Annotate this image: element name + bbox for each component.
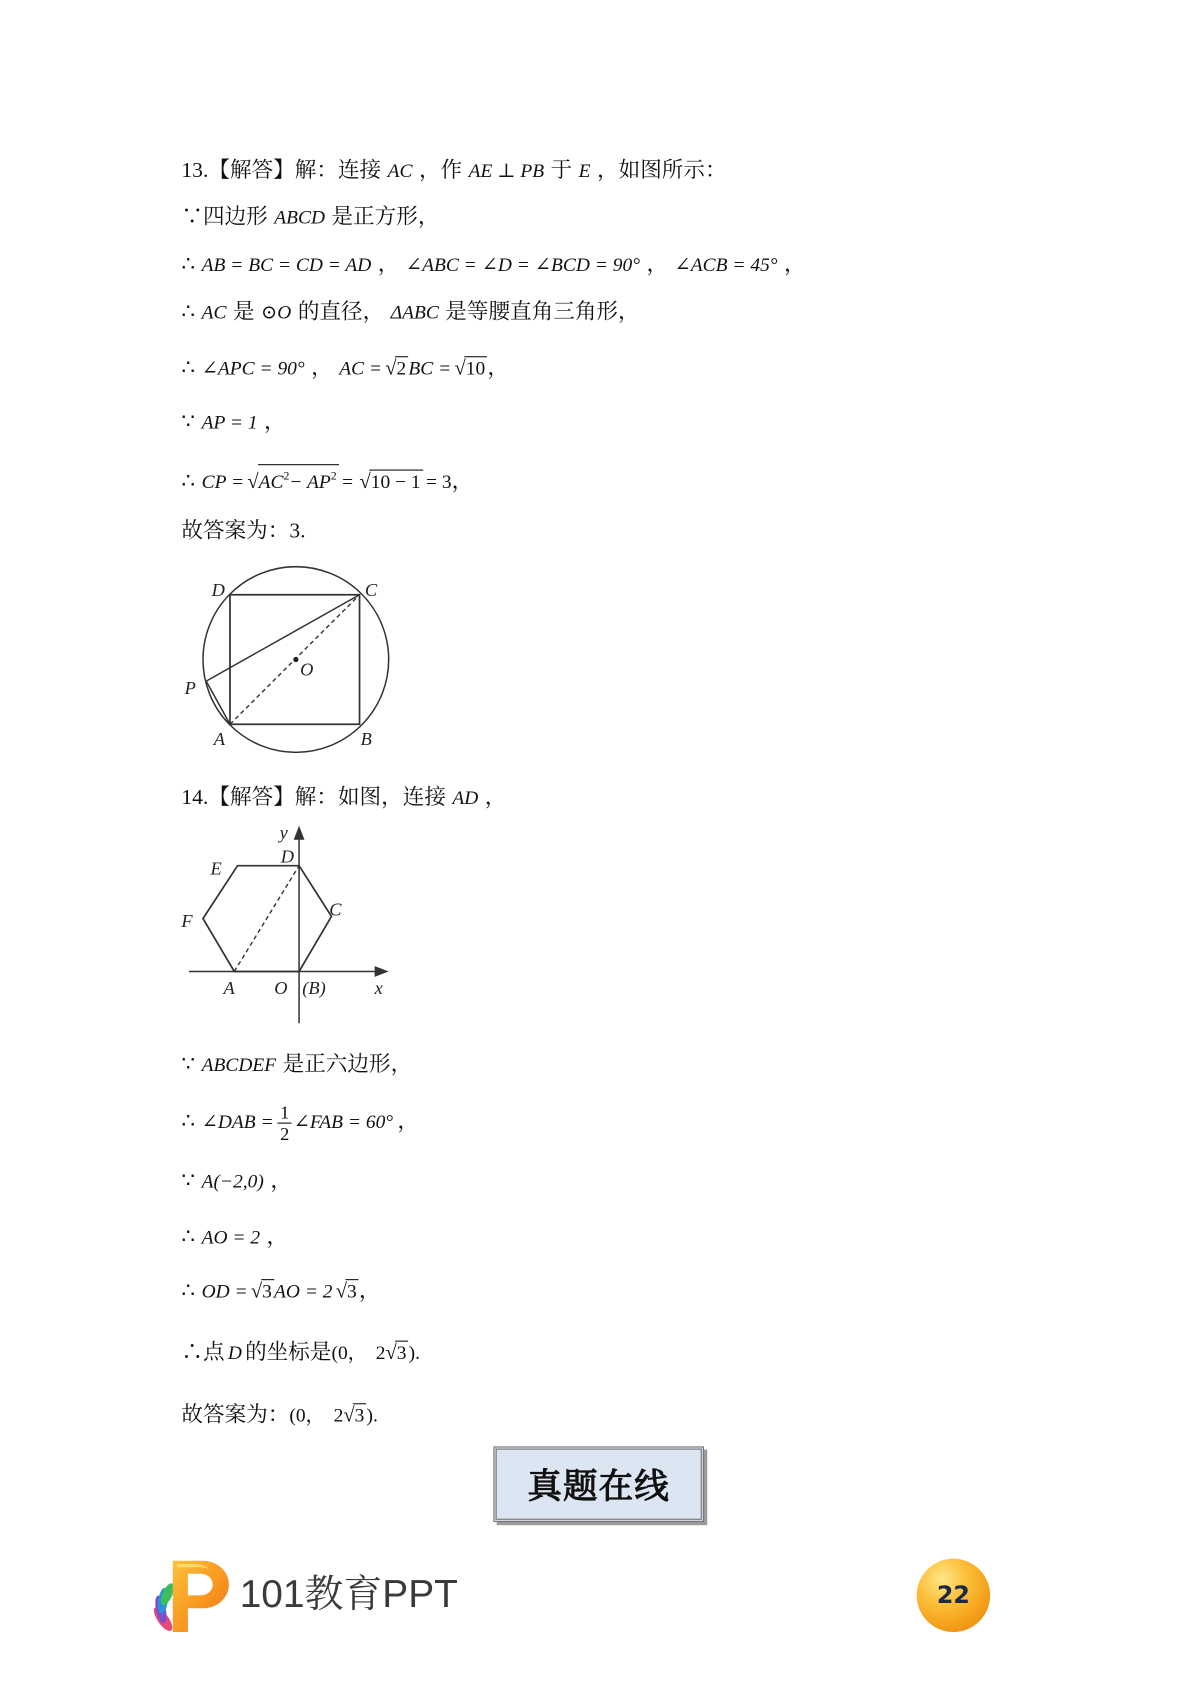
y-axis-arrow: [294, 826, 305, 840]
question-heading: 13.【解答】解：连接: [181, 158, 382, 183]
math-expr: ABCD: [274, 206, 325, 228]
text-segment: ∴: [181, 356, 196, 380]
q13-line-3: [181, 250, 805, 278]
text-segment: ∴点: [181, 1340, 225, 1365]
math-expr: AO = 2: [274, 1280, 333, 1302]
text-segment: ，: [266, 1225, 289, 1249]
math-expr: AD: [452, 786, 479, 809]
label-a: A: [223, 978, 235, 999]
math-expr: AO = 2: [201, 1226, 261, 1248]
math-expr: = 3: [426, 470, 452, 493]
math-expr: ∠ABC = ∠D = ∠BCD = 90°: [405, 253, 640, 276]
text-segment: ∴: [181, 1279, 196, 1303]
text-segment: ，如图所示：: [597, 158, 727, 183]
math-expr: ∠APC = 90°: [201, 357, 305, 379]
radicand: 10: [465, 356, 488, 379]
q13-figure-circle-square: [173, 556, 405, 761]
text-segment: ，作: [418, 158, 463, 183]
center-dot: [293, 657, 298, 662]
coordinate-close: ).: [366, 1404, 378, 1426]
radicand: 3: [396, 1341, 409, 1364]
radical: [343, 1401, 366, 1430]
math-expr: BC =: [408, 357, 452, 379]
text-segment: ，: [311, 356, 333, 380]
label-e: E: [210, 858, 222, 879]
text-segment: ∴: [181, 300, 196, 324]
superscript: 2: [283, 469, 290, 483]
radicand: 2: [395, 356, 408, 379]
text-segment: ∵: [181, 1052, 196, 1077]
math-expr: A(−2,0): [201, 1170, 264, 1192]
radical: [454, 354, 487, 383]
text-segment: 的坐标是: [245, 1340, 332, 1365]
label-y: y: [279, 822, 288, 843]
radical: [336, 1277, 359, 1306]
q14-line-2: [181, 1050, 412, 1078]
text-segment: ，: [451, 469, 474, 494]
brand-logo-icon: [149, 1554, 233, 1636]
text-segment: 的直径，: [297, 300, 385, 324]
math-expr: CP =: [201, 470, 245, 493]
radical-sign: √: [385, 1341, 397, 1365]
radical-sign: √: [343, 1404, 355, 1427]
text-segment: ∵: [181, 410, 196, 434]
radicand: [258, 464, 339, 492]
text-segment: ，: [397, 1109, 419, 1134]
text-segment: ，: [358, 1279, 381, 1303]
q14-line-5: [181, 1223, 288, 1251]
q14-line-1: [181, 784, 506, 812]
question-heading: 14.【解答】解：如图，连接: [181, 785, 446, 810]
q13-line-5: [181, 354, 509, 382]
text-segment: ∵四边形: [181, 205, 268, 229]
label-c: C: [364, 579, 378, 600]
coordinate-open: (0，: [289, 1404, 325, 1426]
text-segment: ，: [487, 356, 509, 380]
q14-line-3: [181, 1102, 419, 1145]
q13-line-4: [181, 298, 639, 326]
x-axis-arrow: [375, 966, 389, 977]
radicand: 10 − 1: [370, 470, 423, 493]
radical-sign: √: [359, 470, 371, 494]
radical: [247, 464, 339, 496]
segment-pa: [206, 681, 230, 724]
radical: [360, 467, 423, 496]
text-segment: ∴: [181, 1225, 196, 1249]
radical-sign: √: [335, 1280, 348, 1303]
math-expr: AC =: [339, 357, 383, 379]
brand-name: 101教育PPT: [239, 1571, 458, 1616]
math-expr: AC: [201, 301, 227, 323]
section-banner: [493, 1446, 704, 1522]
label-b: (B): [302, 978, 326, 999]
radicand: 3: [354, 1403, 367, 1426]
math-expr: AP = 1: [201, 411, 258, 433]
label-b: B: [360, 728, 372, 749]
text-segment: ，: [484, 785, 507, 810]
label-o: O: [274, 978, 288, 999]
page-number-badge: [917, 1559, 990, 1632]
text-segment: ，: [270, 1168, 292, 1193]
radical: [385, 354, 408, 383]
label-d: D: [211, 579, 225, 600]
superscript: 2: [330, 469, 337, 483]
radical-sign: √: [385, 357, 397, 380]
coordinate-close: ).: [408, 1341, 420, 1364]
radicand: 3: [346, 1279, 359, 1302]
banner-title: 真题在线: [527, 1465, 670, 1507]
text-segment: 是等腰直角三角形，: [445, 300, 640, 324]
q14-line-4: [181, 1167, 292, 1195]
math-expr: − AP: [289, 470, 331, 493]
label-o: O: [300, 659, 314, 680]
fraction-one-half: [278, 1102, 291, 1144]
text-segment: 于: [550, 158, 573, 183]
q13-line-1: [181, 157, 726, 185]
math-expr: ∠DAB =: [201, 1110, 274, 1133]
text-segment: 是正方形，: [331, 205, 440, 229]
q13-line-6: [181, 408, 285, 436]
q13-line-2: [181, 203, 439, 231]
text-segment: ∴: [181, 469, 196, 494]
text-segment: ∵: [181, 1168, 196, 1193]
radical: [251, 1277, 274, 1306]
label-f: F: [181, 911, 193, 932]
math-expr: AC: [258, 470, 284, 493]
coefficient: 2: [333, 1404, 344, 1426]
text-segment: ，: [784, 252, 806, 277]
math-expr: ΔABC: [390, 301, 439, 323]
math-expr: E: [578, 159, 591, 182]
label-c: C: [329, 899, 342, 920]
radicand: 3: [261, 1279, 274, 1302]
q13-line-7: [181, 464, 473, 492]
text-segment: ∴: [181, 1109, 196, 1134]
text-segment: ，: [264, 410, 286, 434]
label-a: A: [213, 728, 226, 749]
q14-line-7: [181, 1338, 420, 1366]
fraction-numerator: 1: [278, 1102, 291, 1124]
label-p: P: [184, 678, 196, 699]
coordinate-open: (0，: [331, 1341, 368, 1364]
math-expr: D: [227, 1341, 242, 1364]
coefficient: 2: [375, 1341, 386, 1364]
math-expr: AE ⊥ PB: [468, 159, 545, 182]
radical-sign: √: [250, 1280, 263, 1303]
math-expr: AB = BC = CD = AD: [201, 253, 372, 276]
q14-line-6: [181, 1277, 380, 1305]
segment-ad-dashed: [234, 866, 299, 972]
label-x: x: [374, 978, 383, 999]
math-expr: ⊙O: [261, 301, 292, 323]
math-expr: ∠FAB = 60°: [293, 1110, 394, 1133]
label-d: D: [280, 846, 294, 867]
text-segment: ，: [377, 252, 400, 277]
q14-answer: [181, 1401, 377, 1429]
text-segment: ∴: [181, 252, 196, 277]
page-number: 22: [936, 1581, 970, 1609]
text-segment: 是: [232, 300, 255, 324]
math-expr: ∠ACB = 45°: [674, 253, 778, 276]
math-expr: OD =: [201, 1280, 248, 1302]
q13-answer: [181, 517, 305, 545]
text-segment: 是正六边形，: [282, 1052, 413, 1077]
radical: [385, 1338, 408, 1367]
answer-text: 故答案为：: [181, 1403, 290, 1427]
radical-sign: √: [454, 357, 466, 380]
fraction-denominator: 2: [280, 1123, 290, 1145]
math-expr: ABCDEF: [201, 1053, 277, 1076]
radical-sign: √: [247, 470, 259, 494]
answer-text: 故答案为：3.: [181, 519, 306, 543]
math-expr: =: [342, 470, 354, 493]
q14-figure-hexagon: [173, 815, 400, 1031]
text-segment: ，: [646, 252, 669, 277]
math-expr: AC: [387, 159, 413, 182]
